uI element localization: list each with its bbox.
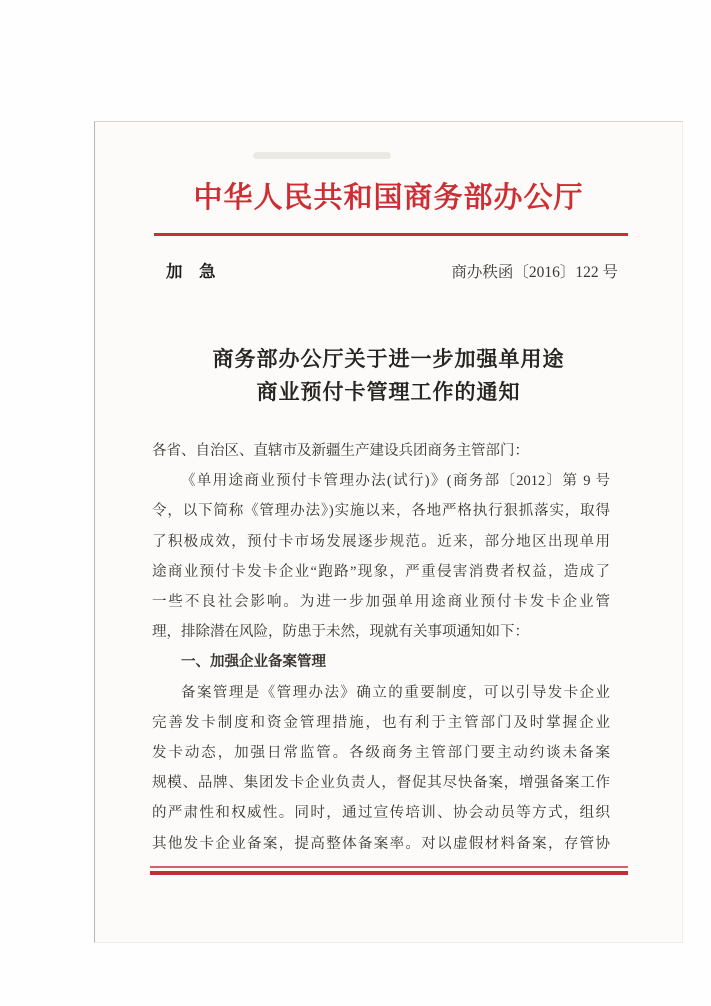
body-line: 理，排除潜在风险，防患于未然，现就有关事项通知如下：	[152, 624, 529, 641]
scan-artifact-smudge	[253, 152, 391, 159]
header-red-rule	[154, 233, 628, 236]
body-line: 规模、品牌、集团发卡企业负责人，督促其尽快备案，增强备案工作	[152, 775, 610, 792]
section-heading: 一、加强企业备案管理	[181, 654, 326, 671]
document-page	[94, 121, 683, 943]
body-text	[152, 436, 610, 859]
body-line: 《单用途商业预付卡管理办法(试行)》(商务部〔2012〕第 9 号	[181, 473, 610, 490]
doc-title-line-2: 商业预付卡管理工作的通知	[256, 380, 521, 404]
body-line: 完善发卡制度和资金管理措施，也有利于主管部门及时掌握企业	[152, 714, 610, 731]
body-line-salutation: 各省、自治区、直辖市及新疆生产建设兵团商务主管部门：	[152, 443, 529, 459]
body-line: 发卡动态，加强日常监管。各级商务主管部门要主动约谈未备案	[152, 745, 610, 762]
body-line: 令，以下简称《管理办法》)实施以来，各地严格执行狠抓落实，取得	[152, 503, 610, 520]
doc-title	[95, 343, 682, 409]
body-line: 其他发卡企业备案，提高整体备案率。对以虚假材料备案，存管协	[152, 835, 610, 852]
body-line: 一些不良社会影响。为进一步加强单用途商业预付卡发卡企业管	[152, 594, 610, 611]
footer-red-rule	[150, 866, 628, 875]
footer-rule-thick-line	[150, 871, 628, 875]
doc-title-line-1: 商务部办公厅关于进一步加强单用途	[212, 347, 565, 371]
document-meta-row	[166, 258, 618, 282]
doc-number: 商办秩函〔2016〕122 号	[451, 264, 618, 281]
body-line: 了积极成效，预付卡市场发展逐步规范。近来，部分地区出现单用	[152, 533, 610, 550]
urgency-label: 加 急	[166, 262, 216, 281]
org-header: 中华人民共和国商务部办公厅	[193, 182, 584, 214]
footer-rule-thin-line	[150, 866, 628, 868]
body-line: 的严肃性和权威性。同时，通过宣传培训、协会动员等方式，组织	[152, 805, 610, 822]
body-line: 途商业预付卡发卡企业“跑路”现象，严重侵害消费者权益，造成了	[152, 563, 610, 580]
body-line: 备案管理是《管理办法》确立的重要制度，可以引导发卡企业	[181, 684, 610, 701]
